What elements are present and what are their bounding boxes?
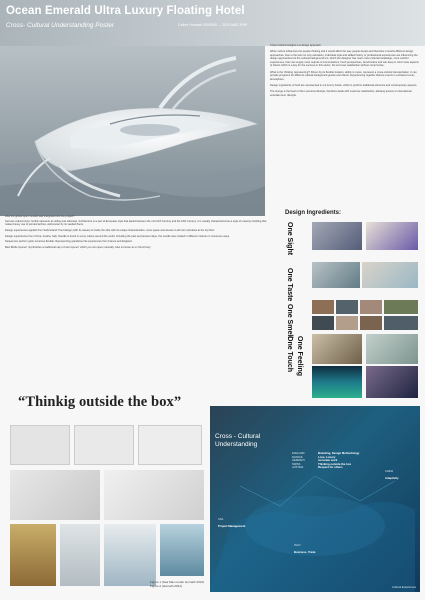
aurora-image	[312, 366, 362, 398]
ingredient-label: One Feeling	[296, 336, 303, 377]
region-value: Business, Trade	[294, 550, 316, 554]
value-label: Accurate work	[318, 458, 338, 463]
hero-yacht-image	[0, 46, 265, 216]
bottle-image	[312, 262, 360, 288]
region-label: CHINA	[385, 470, 394, 473]
render-image	[10, 470, 100, 520]
sketch-image	[138, 425, 202, 465]
paragraph: The lounge is the heart of the Luxurious lifestyle, therefore deals with customer satisfaction, allowing access to international entertainment, lifestyle.	[270, 89, 412, 97]
paragraph: German cultural input: Gothic elements at ceiling and staircase. Architecture is a part of European style that lasted between the mid 12th Century and the 16th Century. It is usually characterized as a style of masonry building that makes heavy use of pointed arches, well-known by its vaulted floors.	[5, 219, 267, 227]
poster-title-line: Understanding	[215, 441, 258, 448]
country-list	[292, 452, 305, 470]
country-label: AUSTRIA	[292, 466, 304, 470]
value-label: Respect for others	[318, 465, 343, 470]
texture-image	[336, 316, 358, 330]
paragraph: Cross Cultural Insights is a design approach.	[270, 44, 322, 47]
region-label: USA	[218, 518, 224, 521]
country-label: FRANCE	[292, 455, 303, 459]
paragraph: Design experiences from China, Austria, Italy: Noodle is found in every culture around the world. Including the past and present days, the noodle was cooked in different cultures in numerous ways.	[5, 234, 230, 238]
touch-image	[312, 334, 362, 364]
country-label: SWISS	[292, 462, 301, 466]
paragraph: What is the 'thinking representing'? Driven by its flexible location, ability to move, represent a cross-cultural transportation. It can provide programs for different cultural background guests and clients. Experiencing together lifetime events in exclusive luxury atmosphere.	[270, 70, 417, 81]
sketch-image	[74, 425, 134, 465]
shell-image	[366, 222, 418, 250]
ingredients-title: Design Ingredients:	[285, 210, 342, 216]
figure-captions	[150, 580, 204, 588]
sea-image	[362, 262, 418, 288]
page-subtitle: Cross- Cultural Understanding Poster	[6, 22, 115, 29]
ingredient-label: One Taste	[286, 268, 293, 302]
intro-text	[270, 44, 420, 100]
texture-image	[360, 316, 382, 330]
paragraph: Best Bottle Opener: Symbolizes a traditional cap or boat 'opener' which you can open manually. Also is known as a 'church key'.	[5, 246, 152, 250]
texture-image	[384, 300, 418, 314]
cross-cultural-map	[210, 406, 420, 592]
caption: Figure 2 (Hornath 2021)	[150, 584, 183, 588]
gold-interior-image	[10, 524, 56, 586]
interior-image	[60, 524, 100, 586]
night-image	[366, 366, 418, 398]
header-band	[0, 0, 425, 46]
ingredient-label: One Touch	[286, 336, 293, 373]
country-label: GERMANY	[292, 459, 306, 463]
poster-title-line: Cross - Cultural	[215, 433, 261, 440]
paragraph: Sequences perform gold, luxurious flexible. Representing grandiose life experiences from France and England.	[5, 240, 133, 244]
author-line: Celine Hornath 0000000 ... 2021 MAD PNP	[178, 23, 248, 27]
country-label: ENGLAND	[292, 452, 305, 455]
texture-image	[360, 300, 382, 314]
page-title: Ocean Emerald Ultra Luxury Floating Hotel	[6, 5, 245, 17]
section-heading: How the global open minded was integrated into the project?	[5, 215, 75, 218]
ingredient-label: One Smell	[286, 304, 293, 339]
render-image	[104, 470, 204, 520]
value-list	[318, 452, 359, 470]
value-label: Thinking outside the box	[318, 461, 352, 466]
footer-label: Cultural Experiences	[392, 586, 416, 589]
value-label: Branding, Design Methodology	[318, 451, 360, 455]
value-label: Love, Luxury	[318, 454, 336, 459]
texture-image	[336, 300, 358, 314]
slogan: “Thinkig outside the box”	[18, 394, 182, 410]
caption: Figure 1 (Sea Max render Hornath 2021)	[150, 580, 205, 584]
interior-image	[160, 524, 204, 576]
fish-image	[312, 222, 362, 250]
sketch-image	[10, 425, 70, 465]
touch-image	[366, 334, 418, 364]
poster-title	[215, 433, 260, 449]
ingredient-label: One Sight	[286, 222, 293, 256]
texture-image	[384, 316, 418, 330]
texture-image	[312, 300, 334, 314]
paragraph: Design experiences applied from Switzerland: Pool design (with its waves) is inside the ship with its unique characteristics, more space and access to all room windows at the top floor.	[5, 228, 215, 232]
texture-image	[312, 316, 334, 330]
paragraph: When culture influences the people thinking and it would affect the way people design and therefore it results different design approaches. Due to the fact not only education, individual style and skilled history or professional experiences are influencing the design approaches but the cultural background too, which the designer has more cross cultural knowledge, more colorful experiences, than can supply more outputs of conversations, fresh perspectives, benchmarks and can keep in mind more aspects of clients which is a key for the success in this sector, the end user satisfaction without compromise.	[270, 50, 419, 68]
paragraph: Design ingredients of both are represented in our luxury hotels, which is perform traditional elements and contemporary aspects.	[270, 83, 418, 87]
glass-object-image	[104, 524, 156, 586]
region-label: ITALY	[294, 544, 301, 547]
region-value: Adaptivity	[385, 476, 399, 480]
body-text	[5, 215, 267, 252]
region-value: Project Management	[218, 524, 246, 528]
